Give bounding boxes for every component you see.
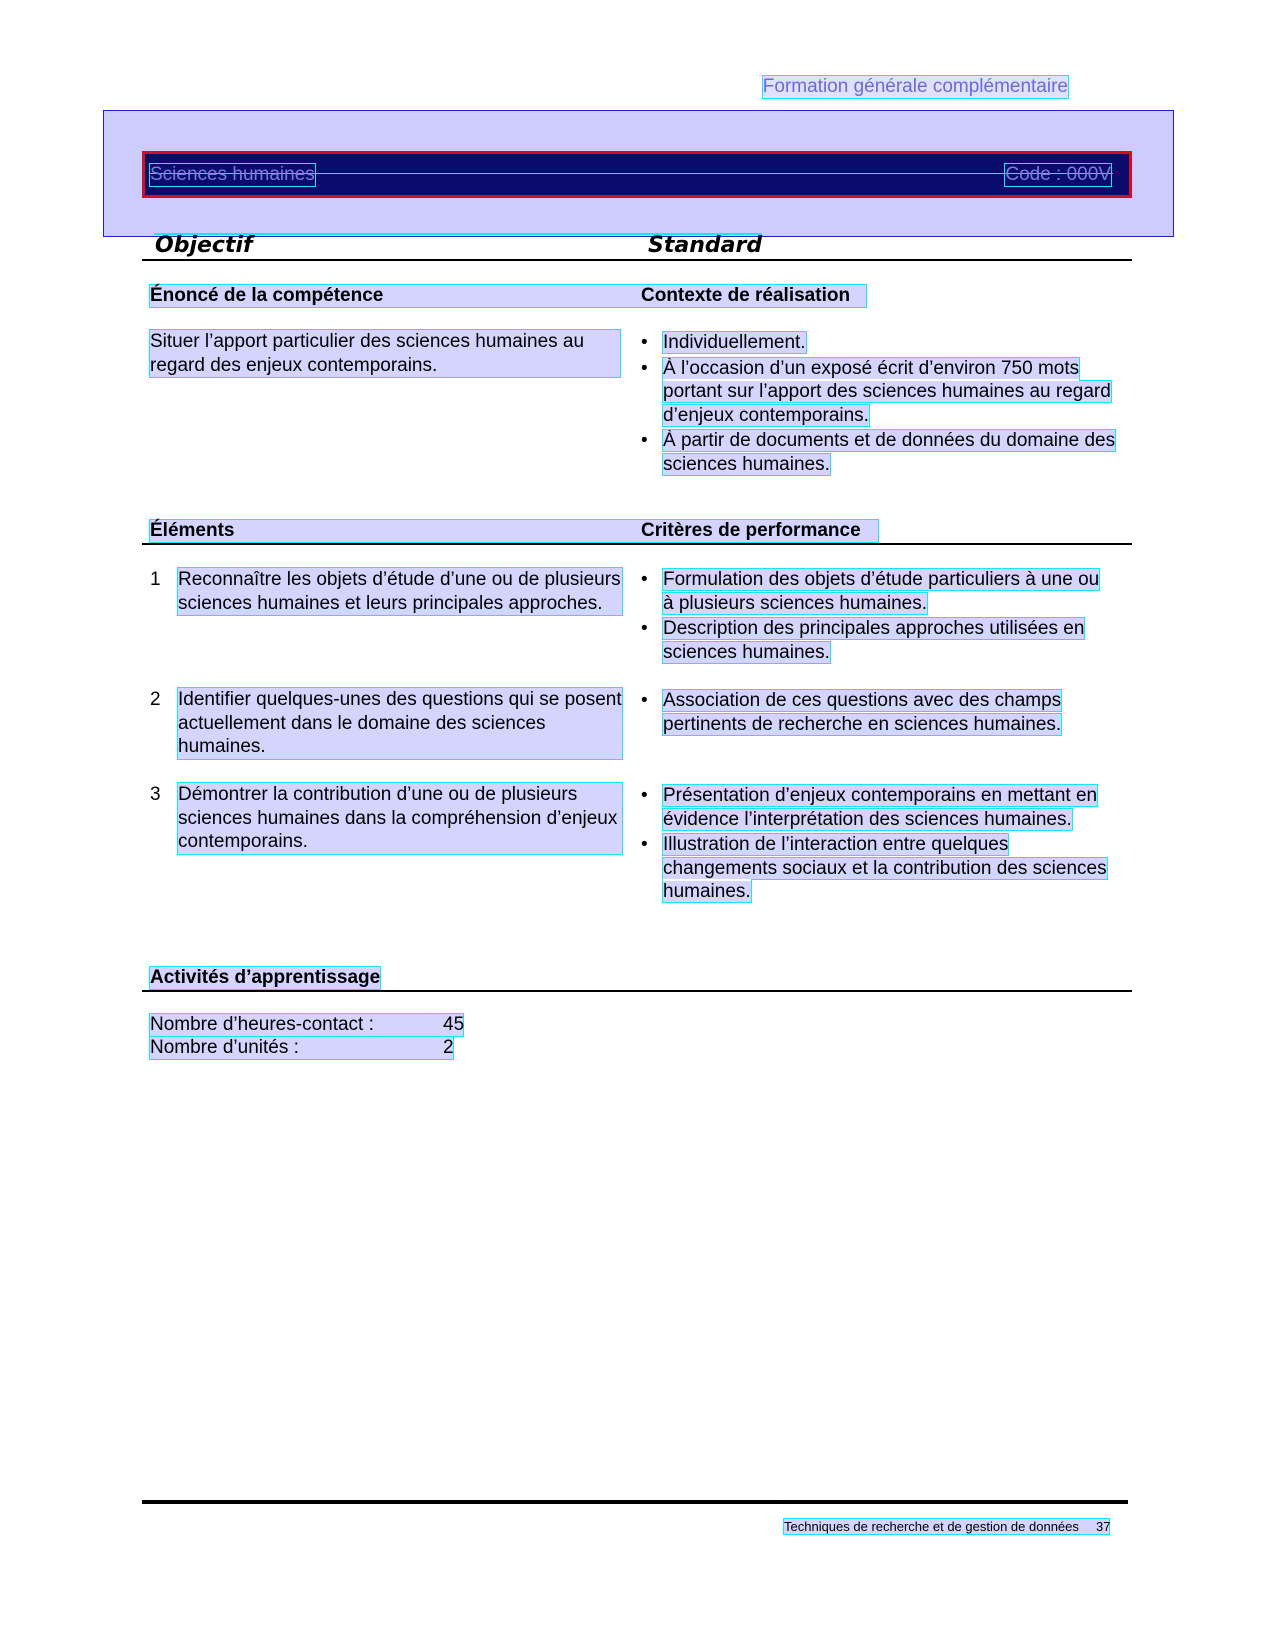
units-value: 2 [443, 1037, 454, 1058]
running-header: Formation générale complémentaire [762, 76, 1068, 97]
list-item: • Illustration de l’interaction entre quelques changements sociaux et la contribution des sciences humaines. [641, 833, 1107, 904]
list-item: • À partir de documents et de données du domaine des sciences humaines. [641, 429, 1117, 476]
list-item: • Formulation des objets d’étude particuliers à une ou à plusieurs sciences humaines. [641, 568, 1107, 615]
hours-value: 45 [443, 1014, 465, 1035]
course-code: Code : 000V [1005, 164, 1111, 185]
hours-label: Nombre d’heures-contact : [150, 1014, 374, 1035]
divider [142, 990, 1132, 992]
divider [142, 543, 1132, 545]
element-number: 3 [150, 784, 161, 805]
footer-rule [142, 1500, 1128, 1504]
competence-statement: Situer l’apport particulier des sciences humaines au regard des enjeux contemporains. [150, 330, 620, 377]
divider [142, 259, 1132, 261]
list-item: • À l’occasion d’un exposé écrit d’environ 750 mots portant sur l’apport des sciences humaines au regard d’enjeux contemporains. [641, 357, 1117, 428]
list-item: • Association de ces questions avec des champs pertinents de recherche en sciences humaines. [641, 689, 1107, 736]
criteria-list [641, 784, 1107, 906]
objective-title: Objectif [155, 233, 253, 258]
element-number: 2 [150, 689, 161, 710]
criteria-list [641, 689, 1107, 738]
element-text: Démontrer la contribution d’une ou de plusieurs sciences humaines dans la compréhension d’enjeux contemporains. [178, 783, 622, 854]
list-item: • Présentation d’enjeux contemporains en mettant en évidence l’interprétation des sciences humaines. [641, 784, 1107, 831]
list-item: • Description des principales approches utilisées en sciences humaines. [641, 617, 1107, 664]
list-item: • Individuellement. [641, 331, 1117, 355]
footer-title: Techniques de recherche et de gestion de données [784, 1519, 1079, 1534]
context-heading: Contexte de réalisation [641, 285, 851, 306]
element-text: Identifier quelques-unes des questions qui se posent actuellement dans le domaine des sciences humaines. [178, 689, 622, 757]
criteria-list [641, 568, 1107, 666]
context-list [641, 331, 1117, 478]
units-label: Nombre d’unités : [150, 1037, 299, 1058]
activities-heading: Activités d’apprentissage [150, 967, 381, 988]
element-number: 1 [150, 569, 161, 590]
discipline-title: Sciences humaines [150, 164, 315, 185]
elements-heading: Éléments [150, 520, 235, 541]
criteria-heading: Critères de performance [641, 520, 861, 541]
competence-heading: Énoncé de la compétence [150, 285, 384, 306]
standard-title: Standard [648, 233, 763, 258]
page-number: 37 [1096, 1519, 1111, 1534]
element-text: Reconnaître les objets d’étude d’une ou de plusieurs sciences humaines et leurs principales approches. [178, 569, 621, 614]
